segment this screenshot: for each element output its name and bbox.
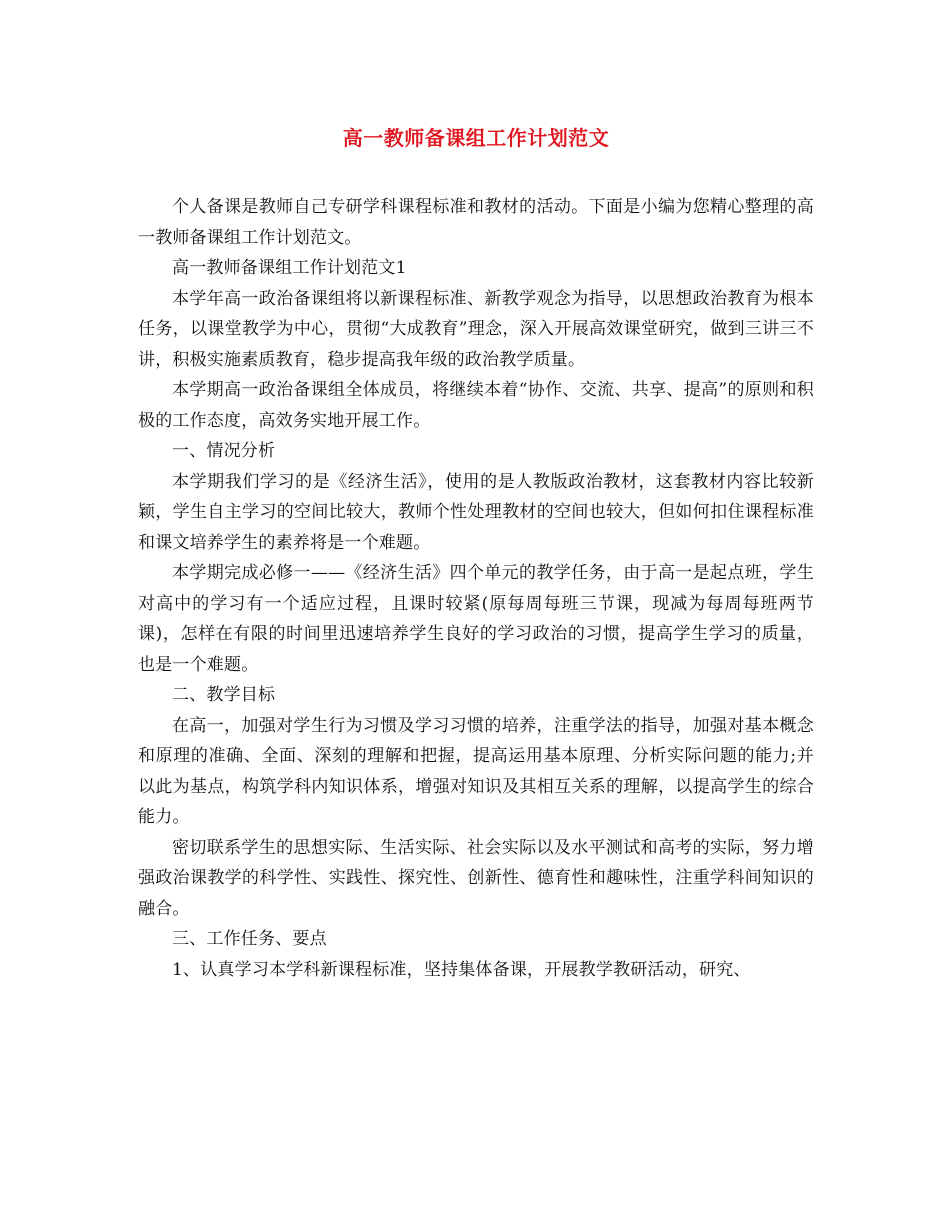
paragraph: 本学年高一政治备课组将以新课程标准、新教学观念为指导，以思想政治教育为根本任务，以课堂教学为中心，贯彻“大成教育”理念，深入开展高效课堂研究，做到三讲三不讲，积极实施素质教育，稳步提高我年级的政治教学质量。 [138,288,814,370]
paragraph: 在高一，加强对学生行为习惯及学习习惯的培养，注重学法的指导，加强对基本概念和原理的准确、全面、深刻的理解和把握，提高运用基本原理、分析实际问题的能力;并以此为基点，构筑学科内知识体系，增强对知识及其相互关系的理解，以提高学生的综合能力。 [138,715,814,827]
paragraph: 本学期高一政治备课组全体成员，将继续本着“协作、交流、共享、提高”的原则和积极的工作态度，高效务实地开展工作。 [138,380,814,431]
document-body [138,192,814,985]
paragraph: 密切联系学生的思想实际、生活实际、社会实际以及水平测试和高考的实际，努力增强政治课教学的科学性、实践性、探究性、创新性、德育性和趣味性，注重学科间知识的融合。 [138,837,814,919]
document-title: 高一教师备课组工作计划范文 [342,126,610,150]
paragraph-section-heading: 高一教师备课组工作计划范文1 [172,258,407,278]
heading-teaching-goals: 二、教学目标 [172,685,276,705]
heading-situation-analysis: 一、情况分析 [172,441,276,461]
paragraph: 1、认真学习本学科新课程标准，坚持集体备课，开展教学教研活动，研究、 [172,959,751,980]
heading-work-tasks: 三、工作任务、要点 [172,929,327,949]
paragraph: 本学期完成必修一——《经济生活》四个单元的教学任务，由于高一是起点班，学生对高中的学习有一个适应过程，且课时较紧(原每周每班三节课，现减为每周每班两节课)，怎样在有限的时间里迅速培养学生良好的学习政治的习惯，提高学生学习的质量，也是一个难题。 [138,563,814,675]
paragraph-intro: 个人备课是教师自己专研学科课程标准和教材的活动。下面是小编为您精心整理的高一教师备课组工作计划范文。 [138,197,814,248]
paragraph: 本学期我们学习的是《经济生活》，使用的是人教版政治教材，这套教材内容比较新颖，学生自主学习的空间比较大，教师个性处理教材的空间也较大，但如何扣住课程标准和课文培养学生的素养将是一个难题。 [138,471,814,553]
